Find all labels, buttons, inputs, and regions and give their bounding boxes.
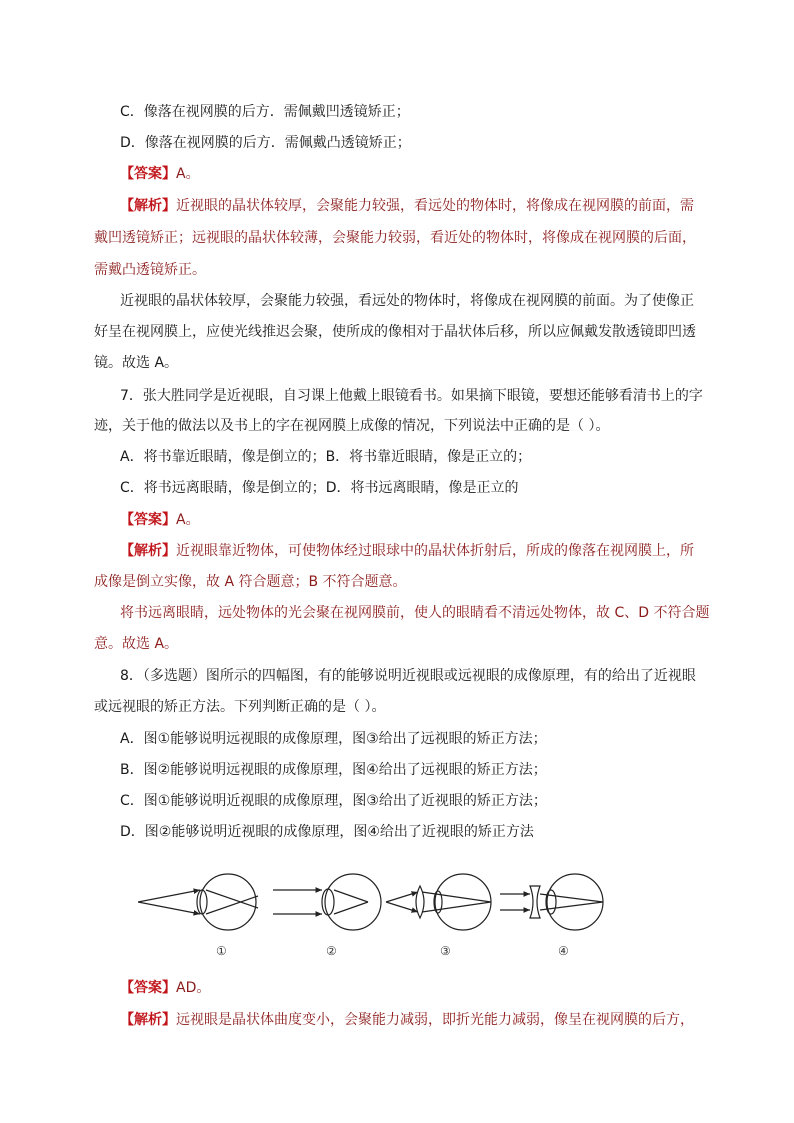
question-8-line2: 或远视眼的矫正方法。下列判断正确的是（ ）。 (94, 699, 386, 715)
eye-diagram-3 (386, 874, 491, 930)
lens-icon (197, 890, 207, 914)
answer-q6 (120, 164, 200, 184)
question-8-line1: 8．（多选题）图所示的四幅图，有的能够说明近视眼或远视眼的成像原理，有的给出了近视眼 (120, 668, 696, 684)
answer-value: AD。 (176, 980, 211, 996)
question-7-line1: 7．张大胜同学是近视眼，自习课上他戴上眼镜看书。如果摘下眼镜，要想还能够看清书上的字 (120, 388, 703, 404)
explanation-q8-line1 (120, 1010, 694, 1030)
question-7-options-cd: C．将书远离眼睛，像是倒立的；D．将书远离眼睛，像是正立的 (120, 480, 519, 496)
figure-label-4: ④ (558, 944, 569, 958)
paragraph-line1: 近视眼的晶状体较厚，会聚能力较强，看远处的物体时，将像成在视网膜的前面。为了使像正 (120, 293, 694, 309)
eye-diagram-2 (273, 874, 381, 930)
explanation-q6-line2: 戴凹透镜矫正；远视眼的晶状体较薄，会聚能力较弱，看近处的物体时，将像成在视网膜的后面， (94, 230, 696, 246)
eyeball-icon (200, 874, 256, 930)
explanation-text: 远视眼是晶状体曲度变小，会聚能力减弱，即折光能力减弱，像呈在视网膜的后方， (176, 1012, 694, 1028)
paragraph-line3: 镜。故选 A。 (94, 355, 179, 371)
explanation-tag: 【解析】 (120, 198, 176, 214)
eye-diagrams-svg (138, 868, 608, 944)
question-8-option-c: C．图①能够说明近视眼的成像原理，图③给出了近视眼的矫正方法； (120, 793, 547, 809)
lens-icon (322, 889, 334, 915)
explanation-tag: 【解析】 (120, 543, 176, 559)
explanation-text: 近视眼靠近物体，可使物体经过眼球中的晶状体折射后，所成的像落在视网膜上，所 (176, 543, 694, 559)
answer-value: A。 (176, 512, 200, 528)
explanation-tag: 【解析】 (120, 1012, 176, 1028)
figure-label-1: ① (216, 944, 227, 958)
explanation-q6-line3: 需戴凸透镜矫正。 (94, 262, 206, 278)
paragraph-line2: 好呈在视网膜上，应使光线推迟会聚，使所成的像相对于晶状体后移，所以应佩戴发散透镜即凹透 (94, 324, 696, 340)
eyeball-icon (435, 874, 491, 930)
question-8-option-a: A．图①能够说明远视眼的成像原理，图③给出了远视眼的矫正方法； (120, 731, 547, 747)
answer-value: A。 (176, 166, 200, 182)
figure-label-3: ③ (440, 944, 451, 958)
question-7-options-ab: A．将书靠近眼睛，像是倒立的；B．将书靠近眼睛，像是正立的； (120, 449, 532, 465)
convex-lens-icon (416, 886, 424, 918)
explanation-text: 近视眼的晶状体较厚，会聚能力较强，看远处的物体时，将像成在视网膜的前面，需 (176, 198, 694, 214)
answer-q8 (120, 978, 210, 998)
answer-q7 (120, 510, 200, 530)
question-7-line2: 迹，关于他的做法以及书上的字在视网膜上成像的情况，下列说法中正确的是（ ）。 (94, 418, 610, 434)
explanation-q7-line3: 将书远离眼睛，远处物体的光会聚在视网膜前，使人的眼睛看不清远处物体，故 C、D 不符合题 (120, 605, 710, 621)
figure-label-2: ② (326, 944, 337, 958)
question-8-option-b: B．图②能够说明远视眼的成像原理，图④给出了远视眼的矫正方法； (120, 762, 547, 778)
option-c: C．像落在视网膜的后方．需佩戴凹透镜矫正； (120, 104, 410, 120)
explanation-q6-line1 (120, 196, 694, 216)
eye-diagrams-figure (138, 868, 608, 966)
question-8-option-d: D．图②能够说明近视眼的成像原理，图④给出了近视眼的矫正方法 (120, 824, 534, 840)
answer-tag: 【答案】 (120, 512, 176, 528)
option-d: D．像落在视网膜的后方．需佩戴凸透镜矫正； (120, 135, 411, 151)
answer-tag: 【答案】 (120, 166, 176, 182)
explanation-q7-line4: 意。故选 A。 (94, 636, 179, 652)
explanation-q7-line1 (120, 541, 694, 561)
eye-diagram-4 (500, 874, 603, 930)
explanation-q7-line2: 成像是倒立实像，故 A 符合题意；B 不符合题意。 (94, 574, 407, 590)
eye-diagram-1 (138, 874, 258, 930)
answer-tag: 【答案】 (120, 980, 176, 996)
concave-lens-icon (530, 886, 540, 918)
